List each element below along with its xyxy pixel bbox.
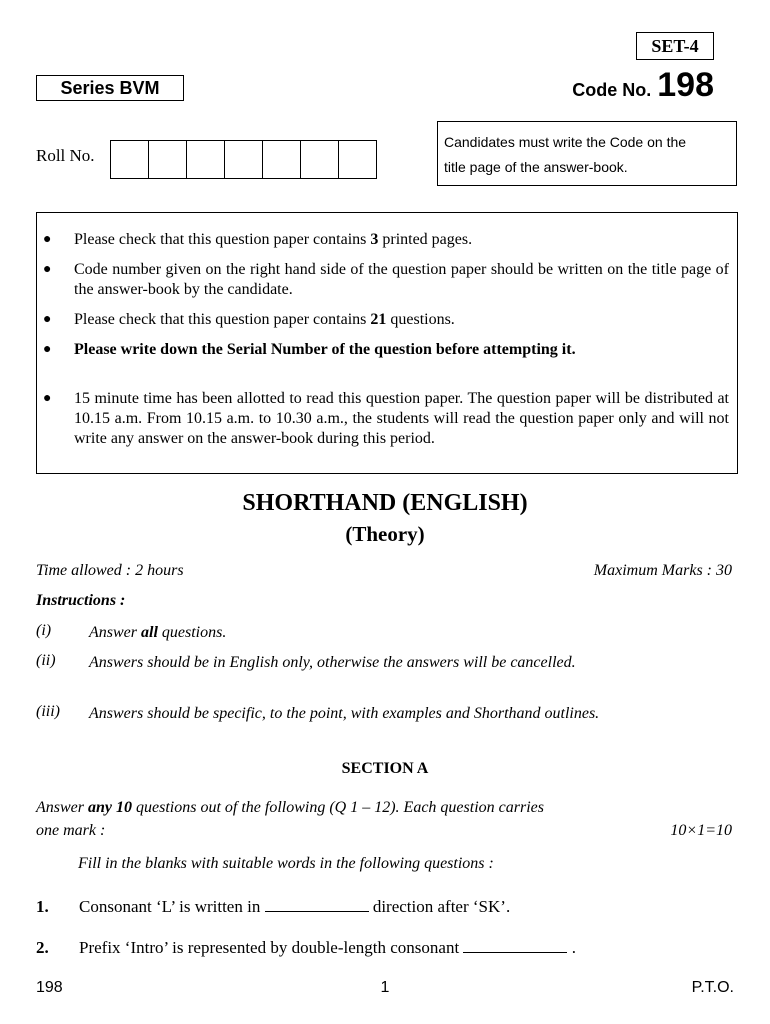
bullet-icon: ● bbox=[43, 391, 52, 406]
section-intro-bold: any 10 bbox=[88, 799, 132, 816]
notice-text: Please check that this question paper contains bbox=[74, 231, 371, 248]
notice-text: printed pages. bbox=[378, 231, 473, 248]
candidate-note-box bbox=[437, 121, 737, 186]
maximum-marks: Maximum Marks : 30 bbox=[593, 562, 732, 579]
paper-subtitle: (Theory) bbox=[345, 522, 425, 546]
section-heading: SECTION A bbox=[341, 760, 429, 777]
footer-code: 198 bbox=[36, 979, 63, 996]
notice-text: questions. bbox=[386, 311, 455, 328]
code-number-block bbox=[572, 66, 714, 105]
bullet-icon: ● bbox=[43, 312, 52, 327]
notice-text: Code number given on the right hand side of the question paper should be written on the title page of the answer-book by the candidate. bbox=[74, 261, 729, 298]
instruction-bold: all bbox=[141, 624, 158, 641]
roll-number-cell[interactable] bbox=[110, 140, 149, 179]
answer-blank[interactable] bbox=[265, 910, 369, 912]
question-text: . bbox=[567, 938, 576, 957]
code-number: 198 bbox=[657, 66, 714, 104]
answer-blank[interactable] bbox=[463, 951, 567, 953]
set-label: SET-4 bbox=[636, 32, 714, 60]
question-text: direction after ‘SK’. bbox=[368, 897, 511, 916]
notice-text: Please check that this question paper contains bbox=[74, 311, 371, 328]
instruction-number: (iii) bbox=[36, 703, 60, 720]
notice-box bbox=[36, 212, 738, 474]
fill-instruction: Fill in the blanks with suitable words in the following questions : bbox=[78, 855, 494, 872]
instruction-number: (i) bbox=[36, 622, 52, 639]
roll-number-cell[interactable] bbox=[148, 140, 187, 179]
bullet-icon: ● bbox=[43, 342, 52, 357]
notice-text: Please write down the Serial Number of the question before attempting it. bbox=[74, 341, 576, 358]
candidate-note-line: title page of the answer-book. bbox=[444, 159, 628, 175]
roll-number-boxes bbox=[110, 140, 377, 179]
instructions-heading: Instructions : bbox=[36, 592, 126, 609]
roll-number-cell[interactable] bbox=[338, 140, 377, 179]
section-intro-text: questions out of the following (Q 1 – 12). Each question carries bbox=[132, 799, 544, 816]
section-intro bbox=[36, 799, 544, 817]
instruction-number: (ii) bbox=[36, 652, 56, 669]
bullet-icon: ● bbox=[43, 232, 52, 247]
roll-number-cell[interactable] bbox=[186, 140, 225, 179]
section-intro-text: Answer bbox=[36, 799, 88, 816]
series-label: Series BVM bbox=[36, 75, 184, 101]
roll-number-label: Roll No. bbox=[36, 146, 95, 165]
pto-label: P.T.O. bbox=[691, 979, 734, 996]
page-number: 1 bbox=[380, 979, 390, 996]
section-intro-line2: one mark : bbox=[36, 822, 106, 839]
question-number: 1. bbox=[36, 897, 49, 916]
roll-number-cell[interactable] bbox=[224, 140, 263, 179]
candidate-note-line: Candidates must write the Code on the bbox=[444, 134, 687, 150]
notice-text: 15 minute time has been allotted to read this question paper. The question paper will be distributed at 10.15 a.m. From 10.15 a.m. to 10.30 a.m., the students will read the question paper only and will not write any answer on the answer-book during this period. bbox=[74, 390, 729, 447]
question-text: Prefix ‘Intro’ is represented by double-length consonant bbox=[79, 938, 464, 957]
section-marks: 10×1=10 bbox=[670, 822, 732, 839]
bullet-icon: ● bbox=[43, 262, 52, 277]
time-allowed: Time allowed : 2 hours bbox=[36, 562, 184, 579]
instruction-text: Answers should be in English only, otherwise the answers will be cancelled. bbox=[89, 654, 576, 671]
roll-number-cell[interactable] bbox=[300, 140, 339, 179]
question-text: Consonant ‘L’ is written in bbox=[79, 897, 265, 916]
instruction-text: Answer bbox=[89, 624, 141, 641]
instruction-text: Answers should be specific, to the point, with examples and Shorthand outlines. bbox=[89, 705, 600, 722]
instruction-text: questions. bbox=[157, 624, 227, 641]
notice-bold: 3 bbox=[370, 231, 379, 248]
roll-number-cell[interactable] bbox=[262, 140, 301, 179]
code-label: Code No. bbox=[572, 80, 652, 100]
question-number: 2. bbox=[36, 938, 49, 957]
paper-title: SHORTHAND (ENGLISH) bbox=[242, 490, 528, 516]
notice-bold: 21 bbox=[370, 311, 387, 328]
